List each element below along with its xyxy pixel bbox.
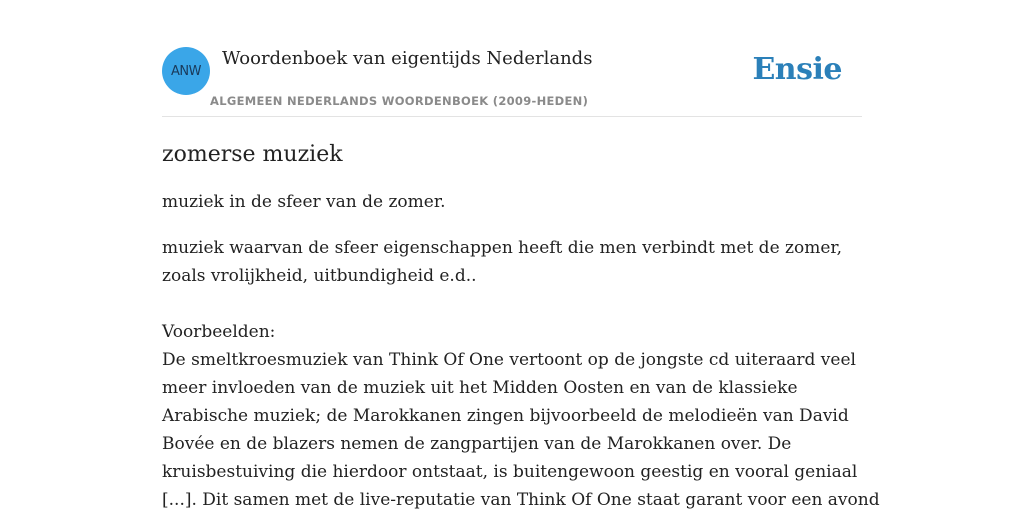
examples-label: Voorbeelden: <box>162 322 276 342</box>
long-definition: muziek waarvan de sfeer eigenschappen heeft die men verbindt met de zomer, zoals vrolijkheid, uitbundigheid e.d.. <box>162 238 843 286</box>
entry-content <box>162 140 882 514</box>
dictionary-subtitle: ALGEMEEN NEDERLANDS WOORDENBOEK (2009-HEDEN) <box>210 94 589 108</box>
short-definition: muziek in de sfeer van de zomer. <box>162 192 446 212</box>
ensie-brand-logo[interactable]: Ensie <box>752 52 842 87</box>
dictionary-title[interactable]: Woordenboek van eigentijds Nederlands <box>222 48 593 69</box>
example-text: De smeltkroesmuziek van Think Of One vertoont op de jongste cd uiteraard veel meer invloeden van de muziek uit het Midden Oosten en van de klassieke Arabische muziek; de Marokkanen zingen bijvoorbeeld de melodieën van David Bovée en de blazers nemen de zangpartijen van de Marokkanen over. De kruisbestuiving die hierdoor ontstaat, is buitengewoon geestig en vooral geniaal [...]. Dit samen met de live-reputatie van Think Of One staat garant voor een avond <box>162 350 880 510</box>
anw-logo[interactable]: ANW <box>162 47 210 95</box>
dictionary-header <box>162 44 862 117</box>
entry-term: zomerse muziek <box>162 142 343 167</box>
